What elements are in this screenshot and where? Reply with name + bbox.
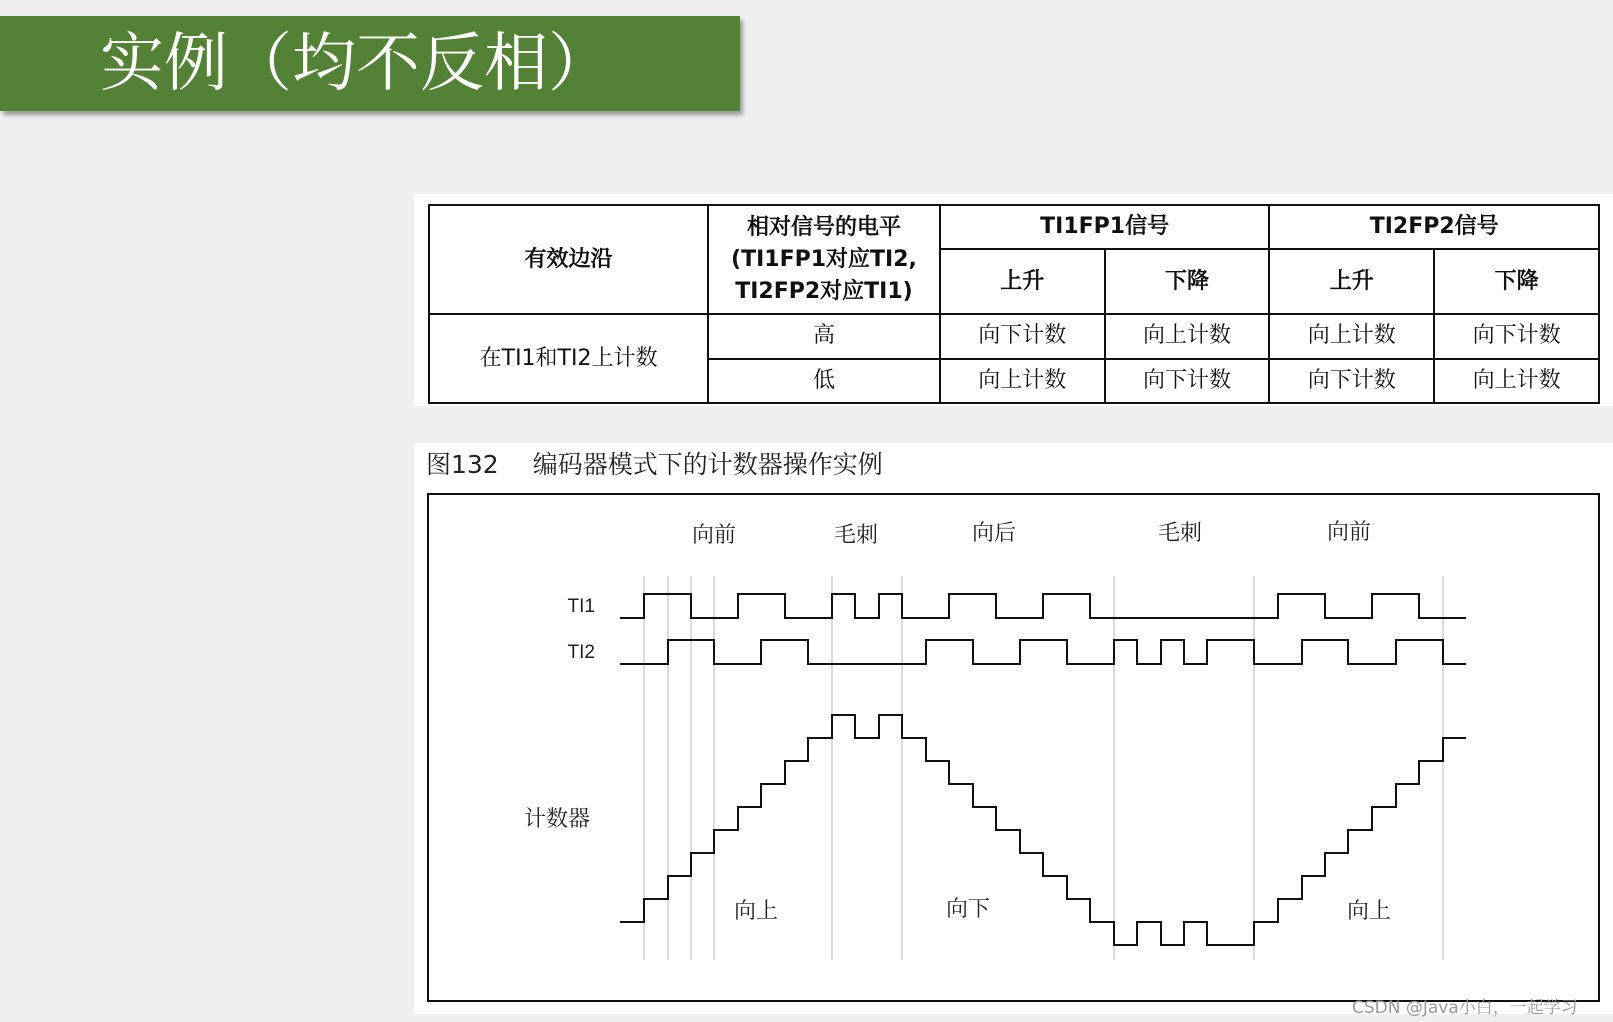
header-ti2fp2-rising: 上升 bbox=[1269, 249, 1434, 314]
table-cell: 向上计数 bbox=[1105, 314, 1270, 358]
table-cell: 向下计数 bbox=[1105, 359, 1270, 403]
table-cell: 向上计数 bbox=[1434, 359, 1599, 403]
slide-title: 实例（均不反相） bbox=[100, 27, 612, 101]
csdn-watermark: CSDN @Java小白，一起学习 bbox=[1352, 998, 1578, 1018]
header-ti1fp1-falling: 下降 bbox=[1105, 249, 1270, 314]
table-cell: 向下计数 bbox=[1269, 359, 1434, 403]
row-level-high: 高 bbox=[708, 314, 940, 358]
direction-label-up-2: 向上 bbox=[1346, 899, 1392, 924]
header-active-edge: 有效边沿 bbox=[429, 205, 708, 314]
row-level-low: 低 bbox=[708, 359, 940, 403]
header-ti1fp1-signal: TI1FP1信号 bbox=[940, 205, 1270, 249]
table-cell: 向上计数 bbox=[1269, 314, 1434, 358]
header-ti2fp2-signal: TI2FP2信号 bbox=[1269, 205, 1599, 249]
diagram-frame bbox=[428, 494, 1599, 1001]
phase-label-backward: 向后 bbox=[971, 521, 1017, 546]
table-cell: 向上计数 bbox=[940, 359, 1105, 403]
header-level-line1: 相对信号的电平 bbox=[746, 214, 901, 240]
signal-label-ti2: TI2 bbox=[567, 642, 595, 663]
signal-label-ti1: TI1 bbox=[567, 596, 595, 617]
direction-label-down: 向下 bbox=[945, 897, 991, 922]
figure-caption-text: 编码器模式下的计数器操作实例 bbox=[532, 450, 883, 479]
figure-number: 图132 bbox=[426, 450, 499, 479]
ti2-waveform bbox=[620, 640, 1466, 664]
direction-label-up-1: 向上 bbox=[733, 899, 779, 924]
phase-label-glitch-1: 毛刺 bbox=[833, 523, 879, 548]
phase-label-forward-2: 向前 bbox=[1326, 520, 1372, 545]
ti1-waveform bbox=[620, 594, 1466, 618]
counter-label: 计数器 bbox=[523, 807, 591, 832]
table-cell: 向下计数 bbox=[940, 314, 1105, 358]
header-ti2fp2-falling: 下降 bbox=[1434, 249, 1599, 314]
table-cell: 向下计数 bbox=[1434, 314, 1599, 358]
phase-label-glitch-2: 毛刺 bbox=[1157, 521, 1203, 546]
row-edge-label: 在TI1和TI2上计数 bbox=[429, 314, 708, 403]
header-ti1fp1-rising: 上升 bbox=[940, 249, 1105, 314]
header-level-line3: TI2FP2对应TI1) bbox=[735, 278, 913, 304]
phase-label-forward-1: 向前 bbox=[691, 523, 737, 548]
header-level-line2: (TI1FP1对应TI2, bbox=[731, 246, 917, 272]
